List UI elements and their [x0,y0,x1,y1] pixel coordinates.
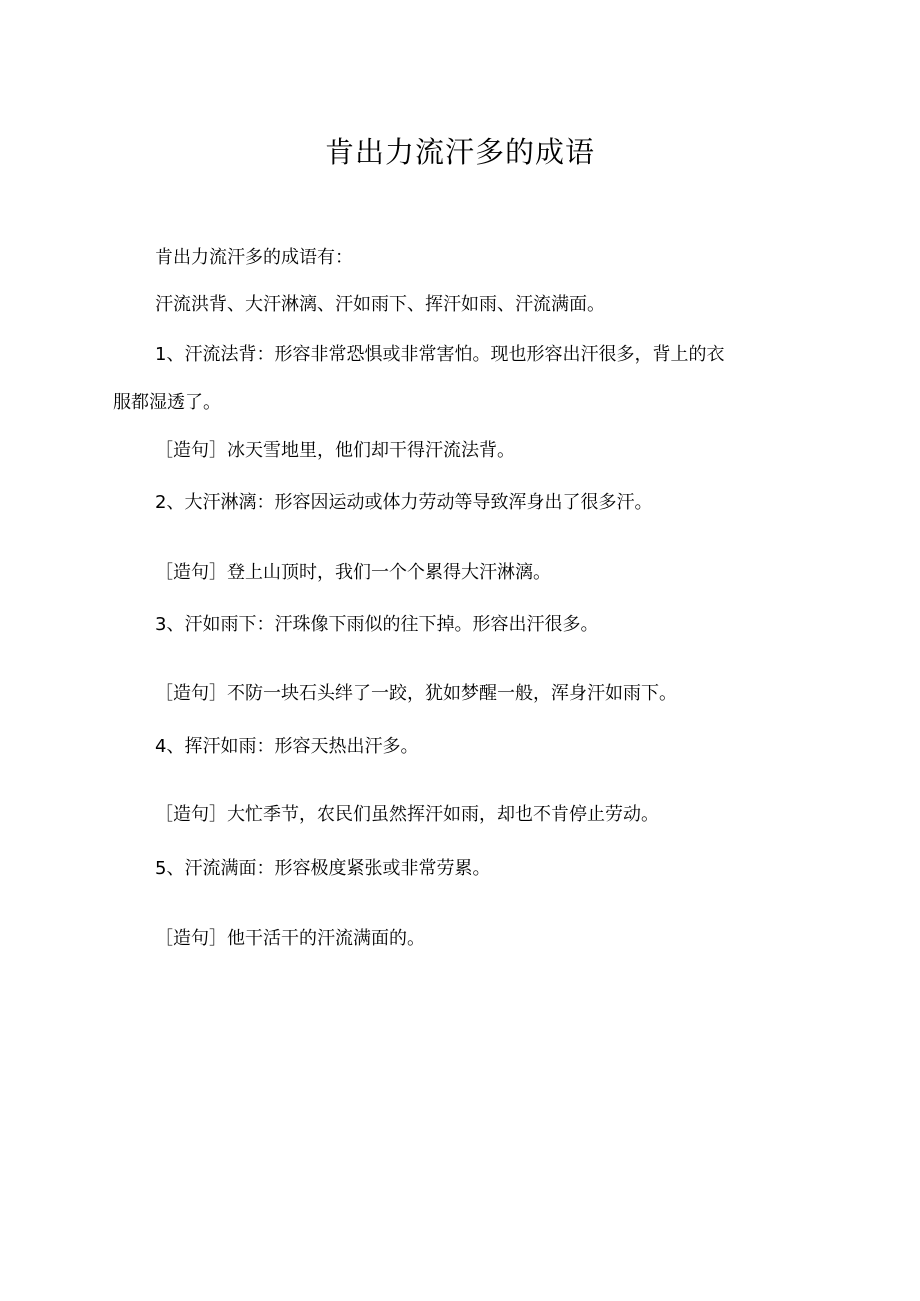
document-title: 肯出力流汗多的成语 [324,135,595,169]
idiom-1-definition: 1、汗流法背：形容非常恐惧或非常害怕。现也形容出汗很多，背上的衣 [155,344,725,365]
idiom-1-definition-continued: 服都湿透了。 [113,392,221,413]
intro-line: 肯出力流汗多的成语有： [155,247,353,268]
idiom-4-example: ［造句］大忙季节，农民们虽然挥汗如雨，却也不肯停止劳动。 [155,804,659,825]
idiom-5-definition: 5、汗流满面：形容极度紧张或非常劳累。 [155,858,491,879]
idiom-5-example: ［造句］他干活干的汗流满面的。 [155,928,425,949]
idiom-2-definition: 2、大汗淋漓：形容因运动或体力劳动等导致浑身出了很多汗。 [155,492,653,513]
idiom-1-example: ［造句］冰天雪地里，他们却干得汗流法背。 [155,440,515,461]
idiom-2-example: ［造句］登上山顶时，我们一个个累得大汗淋漓。 [155,562,551,583]
idiom-4-definition: 4、挥汗如雨：形容天热出汗多。 [155,736,419,757]
idiom-list-line: 汗流洪背、大汗淋漓、汗如雨下、挥汗如雨、汗流满面。 [155,294,605,315]
idiom-3-definition: 3、汗如雨下：汗珠像下雨似的往下掉。形容出汗很多。 [155,614,599,635]
idiom-3-example: ［造句］不防一块石头绊了一跤，犹如梦醒一般，浑身汗如雨下。 [155,683,677,704]
